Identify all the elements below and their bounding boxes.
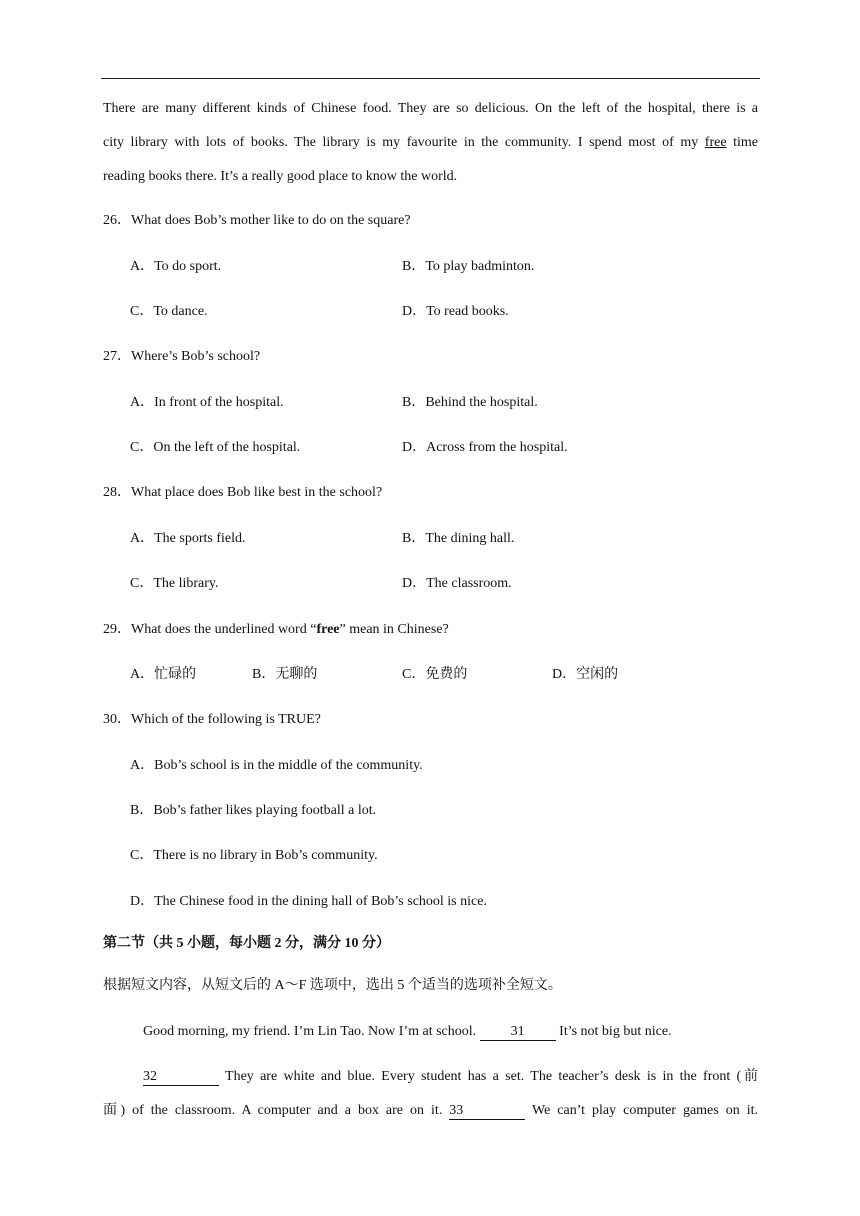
option-c: C．免费的 (402, 667, 468, 682)
option-d: D．To read books. (402, 304, 509, 319)
option-d: D．空闲的 (552, 667, 619, 682)
passage-line: reading books there. It’s a really good place to know the world. (103, 169, 458, 184)
passage-line: There are many different kinds of Chinese food. They are so delicious. On the left of the hospital, there is a (103, 101, 758, 116)
question-stem: 26．What does Bob’s mother like to do on the square? (103, 213, 411, 228)
option-c: C．The library. (130, 576, 219, 591)
passage-text: city library with lots of books. The library is my favourite in the community. I spend most of my (103, 135, 705, 150)
question-stem (103, 620, 449, 640)
blank-32: 32 (143, 1069, 219, 1086)
blank-33: 33 (449, 1103, 525, 1120)
cloze-line (103, 1101, 758, 1121)
section-title: 第二节（共 5 小题，每小题 2 分，满分 10 分） (103, 936, 390, 951)
cloze-text: They are white and blue. Every student has a set. The teacher’s desk is in the front (前 (219, 1069, 758, 1084)
section-instruction: 根据短文内容，从短文后的 A～F 选项中，选出 5 个适当的选项补全短文。 (103, 978, 562, 993)
option-a: A．忙碌的 (130, 667, 197, 682)
option-b: B．无聊的 (252, 667, 318, 682)
option-b: B．The dining hall. (402, 531, 515, 546)
cloze-line (143, 1022, 672, 1042)
option-a: A．To do sport. (130, 259, 222, 274)
question-stem: 28．What place does Bob like best in the school? (103, 485, 383, 500)
bold-word: free (316, 622, 340, 637)
cloze-text: We can’t play computer games on it. (525, 1103, 758, 1118)
cloze-text: Good morning, my friend. I’m Lin Tao. Now I’m at school. (143, 1024, 480, 1039)
option-d: D．The Chinese food in the dining hall of Bob’s school is nice. (130, 894, 487, 909)
option-d: D．Across from the hospital. (402, 440, 568, 455)
passage-line (103, 133, 758, 153)
blank-31: 31 (480, 1024, 556, 1041)
option-b: B．Bob’s father likes playing football a lot. (130, 803, 377, 818)
option-a: A．Bob’s school is in the middle of the community. (130, 758, 423, 773)
option-b: B．Behind the hospital. (402, 395, 538, 410)
option-a: A．The sports field. (130, 531, 246, 546)
header-rule (101, 78, 760, 79)
underlined-word: free (704, 135, 727, 150)
option-d: D．The classroom. (402, 576, 512, 591)
option-c: C．On the left of the hospital. (130, 440, 301, 455)
option-b: B．To play badminton. (402, 259, 535, 274)
option-c: C．There is no library in Bob’s community. (130, 848, 378, 863)
question-stem: 27．Where’s Bob’s school? (103, 349, 261, 364)
stem-text: ” mean in Chinese? (339, 622, 449, 637)
cloze-line (143, 1067, 758, 1087)
option-a: A．In front of the hospital. (130, 395, 284, 410)
cloze-text: 面) of the classroom. A computer and a box are on it. (103, 1103, 450, 1118)
passage-text: time (726, 135, 758, 150)
stem-text: 29．What does the underlined word “ (103, 622, 317, 637)
cloze-text: It’s not big but nice. (555, 1024, 672, 1039)
option-c: C．To dance. (130, 304, 208, 319)
question-stem: 30．Which of the following is TRUE? (103, 712, 321, 727)
